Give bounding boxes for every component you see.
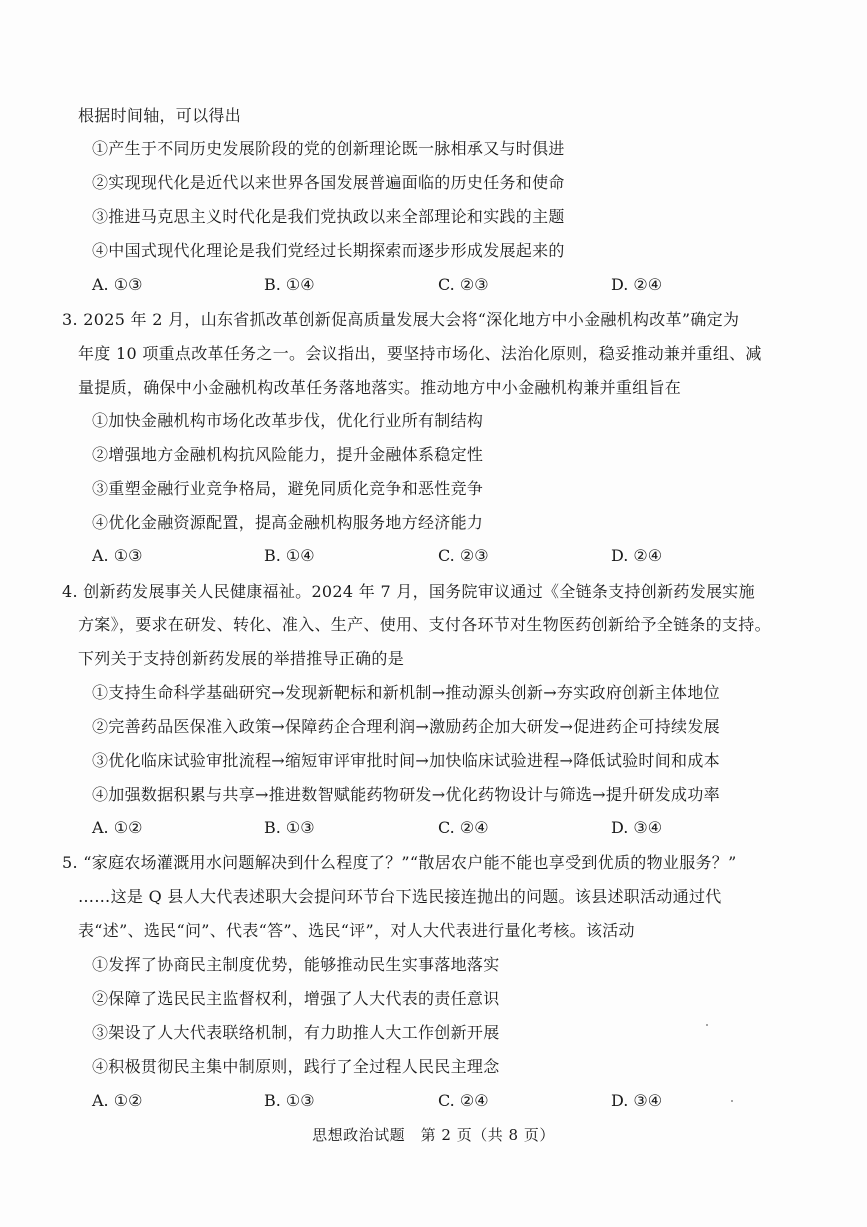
q4-choices (92, 818, 732, 840)
q5-choice-c: C. ②④ (438, 1091, 489, 1110)
q2-choice-a: A. ①③ (92, 275, 143, 294)
q3-option-4: ④优化金融资源配置，提高金融机构服务地方经济能力 (92, 513, 484, 532)
q3-choice-c: C. ②③ (438, 546, 489, 565)
q4-option-3: ③优化临床试验审批流程→缩短审评审批时间→加快临床试验进程→降低试验时间和成本 (92, 751, 720, 770)
q5-option-2: ②保障了选民民主监督权利，增强了人大代表的责任意识 (92, 989, 500, 1008)
q3-option-3: ③重塑金融行业竞争格局，避免同质化竞争和恶性竞争 (92, 479, 484, 498)
q3-choices (92, 546, 732, 568)
q4-choice-d: D. ③④ (611, 818, 663, 837)
q2-choice-d: D. ②④ (611, 275, 663, 294)
q2-option-1: ①产生于不同历史发展阶段的党的创新理论既一脉相承又与时俱进 (92, 139, 565, 158)
q5-stem-line-3: 表“述”、选民“问”、代表“答”、选民“评”，对人大代表进行量化考核。该活动 (78, 921, 635, 940)
q3-stem-line-3: 量提质，确保中小金融机构改革任务落地落实。推动地方中小金融机构兼并重组旨在 (78, 378, 682, 397)
q5-choices (92, 1091, 732, 1113)
q2-option-4: ④中国式现代化理论是我们党经过长期探索而逐步形成发展起来的 (92, 241, 565, 260)
q5-option-1: ①发挥了协商民主制度优势，能够推动民生实事落地落实 (92, 955, 500, 974)
q3-choice-b: B. ①④ (264, 546, 315, 565)
q3-choice-d: D. ②④ (611, 546, 663, 565)
page-footer: 思想政治试题 第 2 页（共 8 页） (312, 1126, 555, 1144)
q3-option-2: ②增强地方金融机构抗风险能力，提升金融体系稳定性 (92, 445, 484, 464)
q4-option-1: ①支持生命科学基础研究→发现新靶标和新机制→推动源头创新→夯实政府创新主体地位 (92, 683, 720, 702)
q4-stem-line-1: 4. 创新药发展事关人民健康福祉。2024 年 7 月，国务院审议通过《全链条支持创新药发展实施 (62, 582, 755, 601)
q5-option-4: ④积极贯彻民主集中制原则，践行了全过程人民民主理念 (92, 1057, 500, 1076)
q3-choice-a: A. ①③ (92, 546, 143, 565)
q3-stem-line-1: 3. 2025 年 2 月，山东省抓改革创新促高质量发展大会将“深化地方中小金融机构改革”确定为 (62, 310, 740, 329)
scan-speck (731, 1100, 733, 1102)
q2-choices (92, 275, 732, 297)
q2-stem-tail: 根据时间轴，可以得出 (78, 106, 242, 125)
q5-choice-d: D. ③④ (611, 1091, 663, 1110)
q4-option-4: ④加强数据积累与共享→推进数智赋能药物研发→优化药物设计与筛选→提升研发成功率 (92, 785, 720, 804)
q5-choice-a: A. ①② (92, 1091, 143, 1110)
q5-stem-line-2: ……这是 Q 县人大代表述职大会提问环节台下选民接连抛出的问题。该县述职活动通过代 (78, 887, 722, 906)
scan-speck (706, 1024, 708, 1026)
q4-option-2: ②完善药品医保准入政策→保障药企合理利润→激励药企加大研发→促进药企可持续发展 (92, 717, 720, 736)
q4-stem-line-3: 下列关于支持创新药发展的举措推导正确的是 (78, 649, 405, 668)
q4-choice-b: B. ①③ (264, 818, 315, 837)
q4-stem-line-2: 方案》，要求在研发、转化、准入、生产、使用、支付各环节对生物医药创新给予全链条的支持。 (78, 615, 771, 634)
q4-choice-c: C. ②④ (438, 818, 489, 837)
q2-choice-b: B. ①④ (264, 275, 315, 294)
q2-option-2: ②实现现代化是近代以来世界各国发展普遍面临的历史任务和使命 (92, 173, 565, 192)
q3-option-1: ①加快金融机构市场化改革步伐，优化行业所有制结构 (92, 411, 484, 430)
q3-stem-line-2: 年度 10 项重点改革任务之一。会议指出，要坚持市场化、法治化原则，稳妥推动兼并重组、减 (78, 344, 762, 363)
q4-choice-a: A. ①② (92, 818, 143, 837)
q2-choice-c: C. ②③ (438, 275, 489, 294)
q5-stem-line-1: 5. “家庭农场灌溉用水问题解决到什么程度了？”“散居农户能不能也享受到优质的物业服务？” (62, 853, 737, 872)
q5-option-3: ③架设了人大代表联络机制，有力助推人大工作创新开展 (92, 1023, 500, 1042)
q5-choice-b: B. ①③ (264, 1091, 315, 1110)
q2-option-3: ③推进马克思主义时代化是我们党执政以来全部理论和实践的主题 (92, 207, 565, 226)
